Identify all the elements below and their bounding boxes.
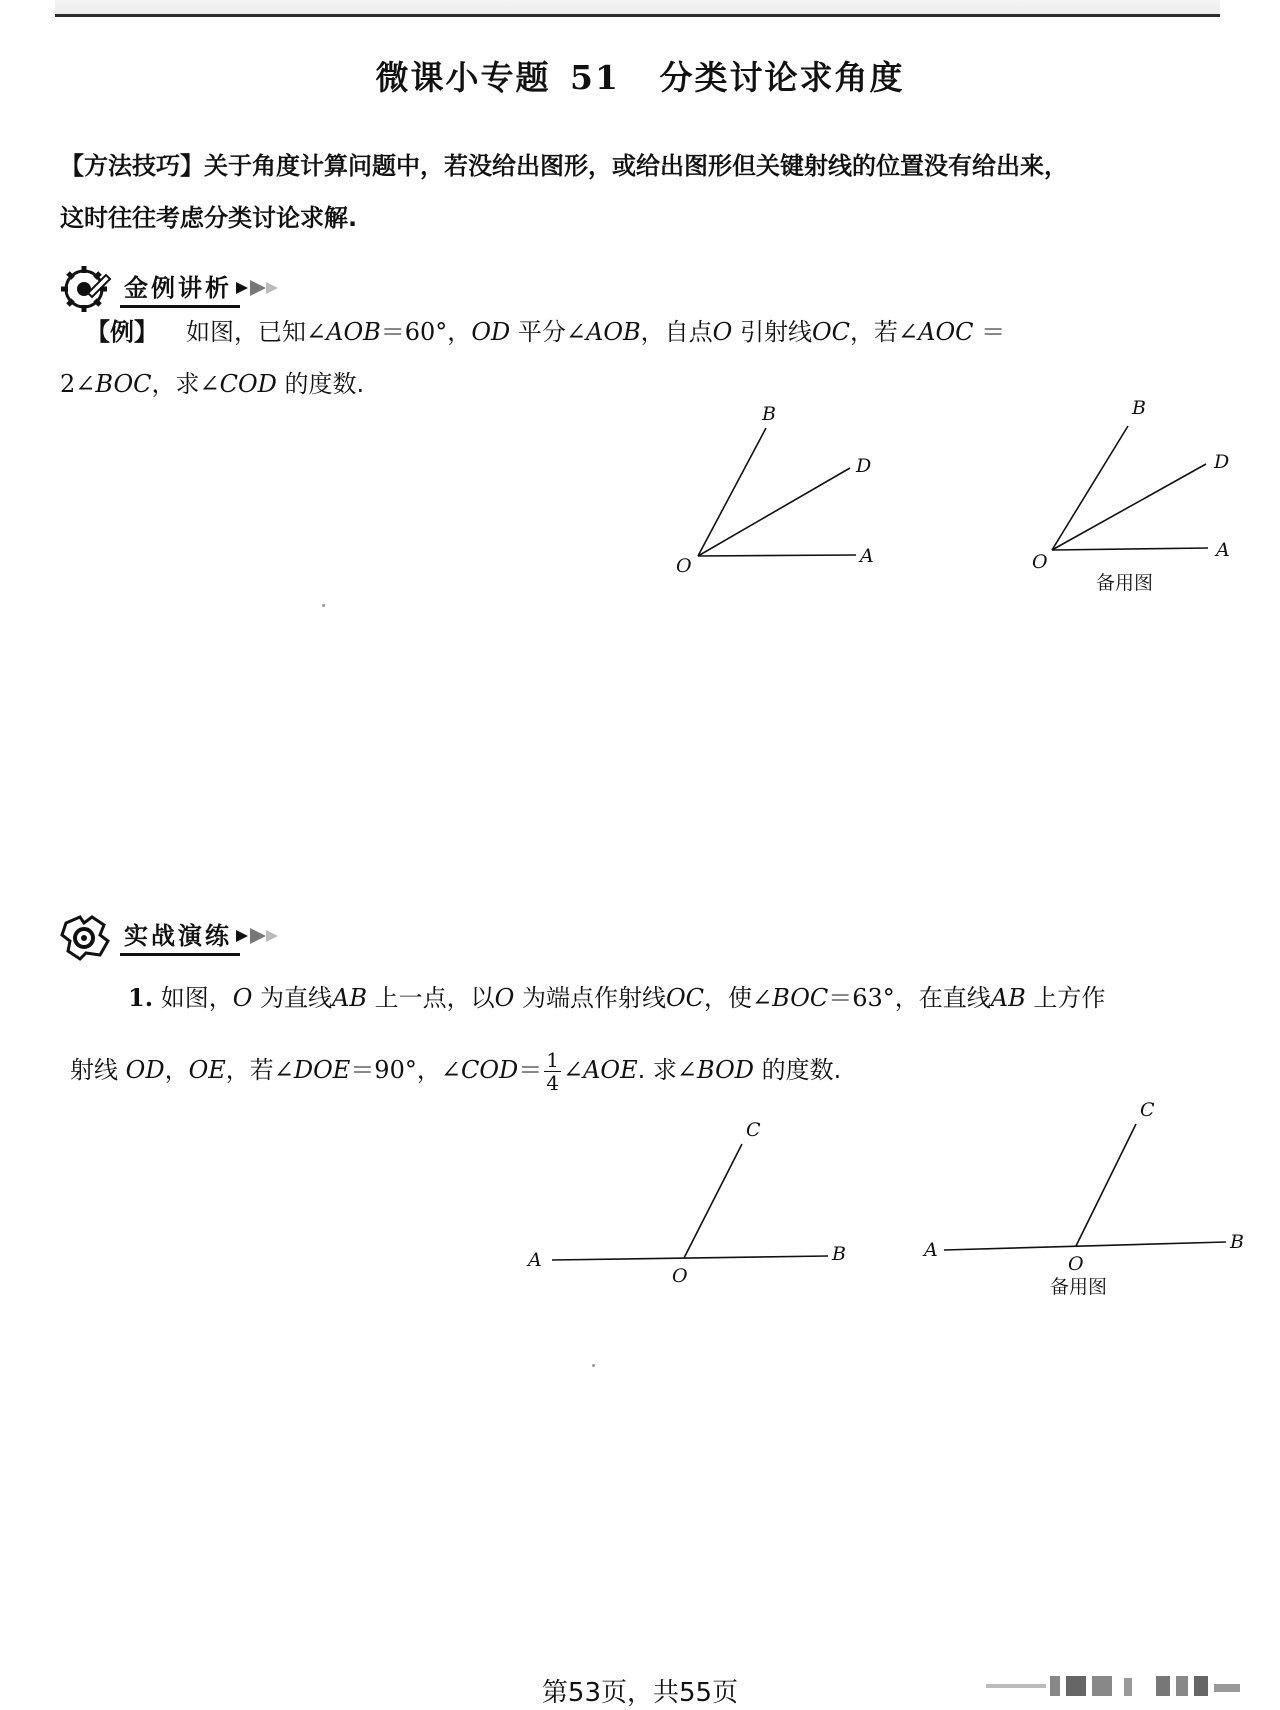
title-label: 微课小专题 [375, 58, 551, 97]
problem-text: 的度数. [754, 1056, 842, 1084]
example-math: 2 [60, 370, 76, 398]
ray-oc [684, 1144, 742, 1258]
problem-math: O [494, 984, 515, 1012]
problem-text: 为端点作射线 [514, 984, 666, 1012]
example-text: ，若 [850, 318, 899, 346]
fraction-numerator: 1 [546, 1047, 559, 1072]
example-math: ∠COD [199, 370, 277, 398]
figure-problem1-backup [910, 1094, 1250, 1284]
problem-math: ∠BOC [752, 984, 829, 1012]
ray-od [1052, 464, 1206, 550]
label-d: D [1214, 451, 1230, 473]
section-header-practice [58, 910, 280, 962]
method-text-line2: 这时往往考虑分类讨论求解. [60, 204, 358, 232]
ray-ob [1052, 426, 1128, 550]
line-ab [552, 1256, 828, 1260]
problem-math: AB [332, 984, 367, 1012]
label-o: O [1032, 551, 1048, 573]
example-math: ∠BOC [75, 370, 152, 398]
problem-text: 上方作 [1025, 984, 1106, 1012]
problem-text: 射线 [70, 1056, 126, 1084]
problem-math: O [232, 984, 253, 1012]
label-b: B [832, 1243, 846, 1265]
figure-problem1-main [520, 1100, 860, 1290]
label-a: A [860, 545, 874, 567]
title-topic: 分类讨论求角度 [659, 58, 905, 97]
watermark-logo-icon [986, 1674, 1246, 1698]
method-tag: 【方法技巧】 [60, 152, 204, 180]
example-math: OD [471, 318, 511, 346]
method-tips [60, 140, 1225, 244]
fraction-denominator: 4 [546, 1070, 559, 1095]
example-text: ，求 [151, 370, 200, 398]
problem-math: ∠DOE [273, 1056, 351, 1084]
ray-oa [698, 555, 856, 556]
puzzle-badge-icon [58, 911, 112, 961]
example-text: 平分 [510, 318, 566, 346]
problem-text: ， [164, 1056, 189, 1084]
label-o: O [676, 555, 692, 577]
problem-text: ＝ [518, 1056, 543, 1084]
practice-problem-1 [70, 962, 1235, 1106]
example-math: ∠AOB [306, 318, 381, 346]
example-text: ＝60°， [380, 318, 472, 346]
example-text: 引射线 [732, 318, 812, 346]
example-text: ＝ [973, 318, 1006, 346]
label-o: O [672, 1265, 688, 1287]
label-d: D [856, 455, 872, 477]
problem-text: ＝90°， [350, 1056, 441, 1084]
example-text: ，自点 [640, 318, 713, 346]
example-text: 的度数. [276, 370, 365, 398]
example-math: O [712, 318, 733, 346]
problem-text: . 求 [637, 1056, 677, 1084]
problem-math: ∠AOE [562, 1056, 638, 1084]
problem-text: 上一点，以 [367, 984, 495, 1012]
section-title-practice: 实战演练 [120, 916, 240, 956]
example-math: ∠AOB [565, 318, 641, 346]
fraction-one-quarter [544, 1049, 561, 1094]
problem-math: AB [990, 984, 1026, 1012]
figure-caption: 备用图 [1050, 1276, 1108, 1298]
method-text-line1: 关于角度计算问题中，若没给出图形，或给出图形但关键射线的位置没有给出来， [204, 152, 1068, 180]
example-tag: 【例】 [86, 318, 158, 346]
problem-text: 如图， [153, 984, 233, 1012]
label-b: B [1132, 397, 1146, 419]
example-text: 如图，已知 [186, 318, 306, 346]
problem-math: OC [665, 984, 705, 1012]
problem-math: OD [125, 1056, 165, 1084]
problem-number: 1. [128, 983, 154, 1012]
problem-text: 为直线 [252, 984, 333, 1012]
ray-oc [1076, 1124, 1136, 1246]
scan-speck [322, 604, 325, 607]
example-problem [60, 306, 1225, 410]
figure-caption: 备用图 [1096, 572, 1154, 594]
figure-example-main [660, 400, 890, 580]
double-arrow-icon [236, 278, 280, 298]
label-b: B [762, 403, 776, 425]
page-title [0, 52, 1280, 99]
problem-math: OE [188, 1056, 226, 1084]
figure-example-backup [1010, 398, 1240, 578]
problem-math: ∠BOD [676, 1056, 754, 1084]
scan-speck [592, 1364, 595, 1367]
label-o: O [1068, 1253, 1084, 1275]
label-a: A [1216, 539, 1230, 561]
label-b: B [1230, 1231, 1244, 1253]
label-a: A [528, 1249, 542, 1271]
problem-text: ，使 [704, 984, 753, 1012]
ray-oa [1052, 548, 1208, 550]
page-footer: 第53页，共55页 [541, 1678, 739, 1708]
label-a: A [924, 1239, 938, 1261]
title-number: 51 [570, 58, 620, 97]
top-border-rule [55, 0, 1220, 17]
double-arrow-icon [236, 926, 280, 946]
problem-text: ＝63°，在直线 [828, 984, 991, 1012]
line-ab [944, 1242, 1226, 1250]
label-c: C [746, 1119, 761, 1141]
section-title-example: 金例讲析 [120, 268, 240, 308]
example-math: ∠AOC [898, 318, 974, 346]
problem-text: ，若 [225, 1056, 274, 1084]
example-math: OC [811, 318, 851, 346]
label-c: C [1140, 1099, 1155, 1121]
problem-math: ∠COD [440, 1056, 519, 1084]
